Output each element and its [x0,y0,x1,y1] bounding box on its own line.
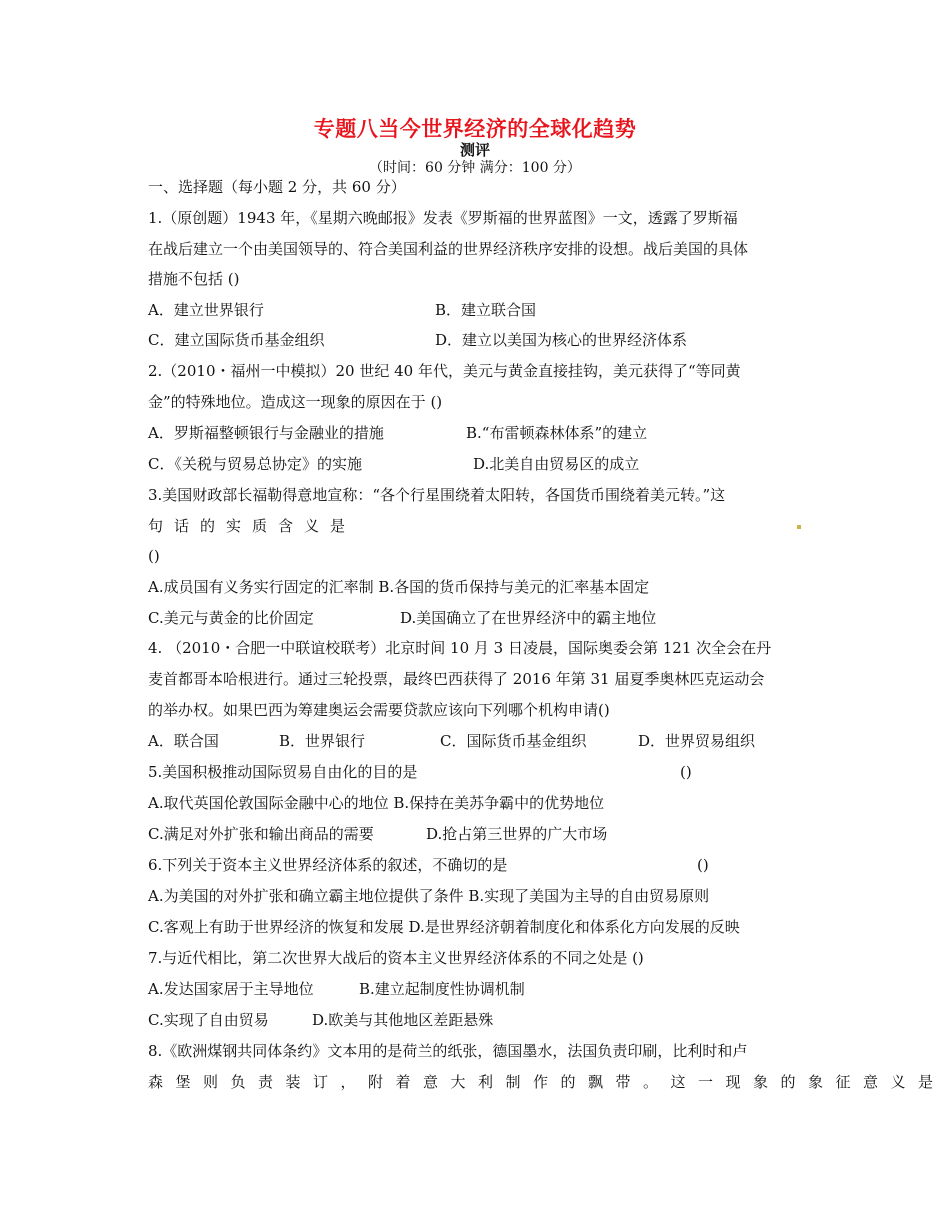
stray-mark [797,525,801,529]
question-3-line-2: 句话的实质含义是 [148,517,357,535]
question-1-line-3: 措施不包括 () [148,270,240,288]
question-7-option-c: C.实现了自由贸易 [148,1011,269,1029]
question-7-option-a: A.发达国家居于主导地位 [148,980,314,998]
question-1-option-d: D．建立以美国为核心的世界经济体系 [435,331,688,349]
question-1-option-b: B．建立联合国 [435,301,537,319]
question-5-options-ab: A.取代英国伦敦国际金融中心的地位 B.保持在美苏争霸中的优势地位 [148,794,605,812]
question-4-option-d: D．世界贸易组织 [638,732,756,750]
question-2-option-d: D.北美自由贸易区的成立 [473,455,640,473]
page-subtitle: 测评 [459,141,490,159]
question-7-option-b: B.建立起制度性协调机制 [359,980,525,998]
question-4-option-a: A．联合国 [148,732,219,750]
question-4-option-b: B．世界银行 [279,732,366,750]
question-3-option-c: C.美元与黄金的比价固定 [148,609,314,627]
question-6-options-cd: C.客观上有助于世界经济的恢复和发展 D.是世界经济朝着制度化和体系化方向发展的反映 [148,918,740,936]
question-5-line-1: 5.美国积极推动国际贸易自由化的目的是 [148,763,418,781]
question-2-option-b: B.“布雷顿森林体系”的建立 [466,424,648,442]
question-6-options-ab: A.为美国的对外扩张和确立霸主地位提供了条件 B.实现了美国为主导的自由贸易原则 [148,887,710,905]
question-2-option-a: A．罗斯福整顿银行与金融业的措施 [148,424,384,442]
question-3-option-d: D.美国确立了在世界经济中的霸主地位 [400,609,657,627]
page-title: 专题八当今世界经济的全球化趋势 [313,117,637,141]
question-5-option-c: C.满足对外扩张和输出商品的需要 [148,825,374,843]
question-8-line-1: 8.《欧洲煤钢共同体条约》文本用的是荷兰的纸张，德国墨水，法国负责印刷，比利时和卢 [148,1042,748,1060]
question-2-line-1: 2.（2010・福州一中模拟）20 世纪 40 年代，美元与黄金直接挂钩，美元获得了“等同黄 [148,362,741,380]
question-1-line-2: 在战后建立一个由美国领导的、符合美国利益的世界经济秩序安排的设想。战后美国的具体 [148,240,749,258]
section-heading: 一、选择题（每小题 2 分，共 60 分） [148,178,406,196]
question-7-option-d: D.欧美与其他地区差距悬殊 [312,1011,494,1029]
question-5-option-d: D.抢占第三世界的广大市场 [426,825,608,843]
question-4-option-c: C．国际货币基金组织 [440,732,587,750]
question-8-line-2: 森堡则负责装订，附着意大利制作的飘带。这一现象的象征意义是 [148,1073,946,1091]
question-4-line-2: 麦首都哥本哈根进行。通过三轮投票，最终巴西获得了 2016 年第 31 届夏季奥林匹克运动会 [148,670,765,688]
question-6-answer-paren: () [697,856,709,874]
question-4-line-3: 的举办权。如果巴西为筹建奥运会需要贷款应该向下列哪个机构申请() [148,701,610,719]
question-7-line-1: 7.与近代相比，第二次世界大战后的资本主义世界经济体系的不同之处是 () [148,949,644,967]
question-5-answer-paren: () [680,763,692,781]
question-4-line-1: 4. （2010・合肥一中联谊校联考）北京时间 10 月 3 日凌晨，国际奥委会第 121 次全会在丹 [148,639,772,657]
time-info: （时间：60 分钟 满分：100 分） [369,160,581,176]
question-1-option-c: C．建立国际货币基金组织 [148,331,325,349]
question-1-option-a: A．建立世界银行 [148,301,264,319]
question-3-line-3: () [148,547,160,565]
question-3-options-ab: A.成员国有义务实行固定的汇率制 B.各国的货币保持与美元的汇率基本固定 [148,578,650,596]
question-3-line-1: 3.美国财政部长福勒得意地宣称：“各个行星围绕着太阳转，各国货币围绕着美元转。”这 [148,486,726,504]
question-2-option-c: C．《关税与贸易总协定》的实施 [148,455,362,473]
question-1-line-1: 1.（原创题）1943 年，《星期六晚邮报》发表《罗斯福的世界蓝图》一文，透露了罗斯福 [148,209,738,227]
question-6-line-1: 6.下列关于资本主义世界经济体系的叙述，不确切的是 [148,856,508,874]
question-2-line-2: 金”的特殊地位。造成这一现象的原因在于 () [148,393,443,411]
